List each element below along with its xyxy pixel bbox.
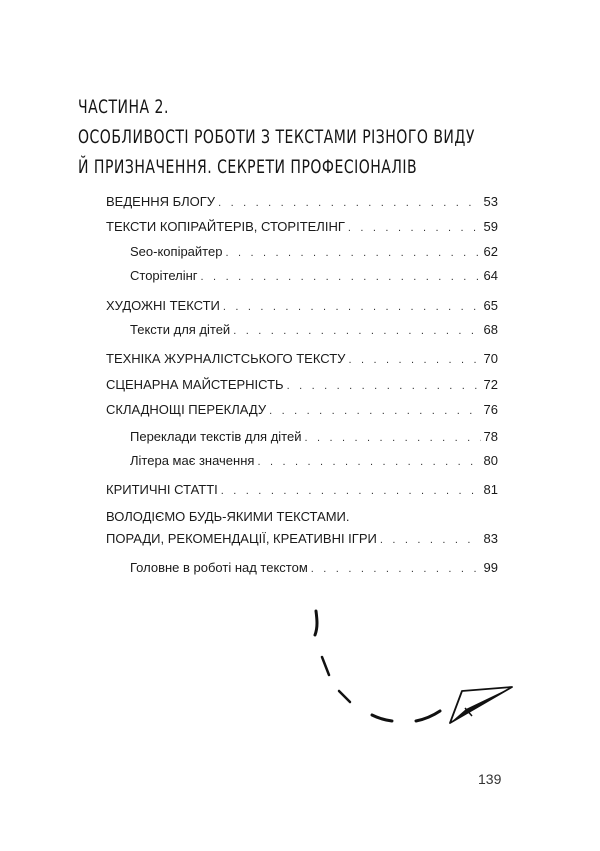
toc-entry-title: ТЕХНІКА ЖУРНАЛІСТСЬКОГО ТЕКСТУ xyxy=(106,351,346,366)
toc-entry-title: Сторітелінг xyxy=(130,268,198,283)
dash-stroke xyxy=(372,715,392,721)
dot-leader xyxy=(257,454,480,470)
toc-entry[interactable] xyxy=(106,402,498,419)
dot-leader xyxy=(269,403,480,419)
dot-leader xyxy=(223,299,481,315)
toc-entry-title: Літера має значення xyxy=(130,453,255,468)
toc-entry[interactable] xyxy=(106,298,498,315)
toc-entry[interactable] xyxy=(106,194,498,211)
toc-subentry[interactable] xyxy=(130,453,498,470)
toc-entry-title: СЦЕНАРНА МАЙСТЕРНІСТЬ xyxy=(106,377,284,392)
toc-entry-page: 53 xyxy=(483,194,498,209)
toc-entry-page: 81 xyxy=(483,482,498,497)
toc-entry-page: 83 xyxy=(483,531,498,546)
dot-leader xyxy=(221,483,481,499)
toc-entry[interactable] xyxy=(106,377,498,394)
dot-leader xyxy=(233,323,480,339)
toc-entry-title: ХУДОЖНІ ТЕКСТИ xyxy=(106,298,220,313)
toc-entry[interactable] xyxy=(106,219,498,236)
dot-leader xyxy=(380,532,481,548)
dot-leader xyxy=(311,561,481,577)
toc-entry[interactable] xyxy=(106,482,498,499)
dash-stroke xyxy=(322,657,329,675)
toc-entry-title: ВЕДЕННЯ БЛОГУ xyxy=(106,194,216,209)
toc-entry[interactable] xyxy=(106,531,498,548)
dot-leader xyxy=(348,352,480,368)
toc-entry-page: 72 xyxy=(483,377,498,392)
toc-entry-title: Seo-копірайтер xyxy=(130,244,223,259)
toc-entry-title: КРИТИЧНІ СТАТТІ xyxy=(106,482,218,497)
toc-entry-page: 80 xyxy=(483,453,498,468)
toc-entry-title: СКЛАДНОЩІ ПЕРЕКЛАДУ xyxy=(106,402,267,417)
dot-leader xyxy=(304,430,480,446)
dash-stroke xyxy=(339,691,350,702)
toc-subentry[interactable] xyxy=(130,244,498,261)
dot-leader xyxy=(348,220,481,236)
toc-entry-title: Переклади текстів для дітей xyxy=(130,429,302,444)
toc-entry-title: Головне в роботі над текстом xyxy=(130,560,308,575)
toc-entry-page: 64 xyxy=(483,268,498,283)
dash-stroke xyxy=(416,711,440,721)
toc-entry-page: 99 xyxy=(483,560,498,575)
toc-entry-page: 68 xyxy=(483,322,498,337)
dot-leader xyxy=(225,245,480,261)
toc-subentry[interactable] xyxy=(130,322,498,339)
toc-entry-title: ПОРАДИ, РЕКОМЕНДАЦІЇ, КРЕАТИВНІ ІГРИ xyxy=(106,531,377,546)
page-number: 139 xyxy=(478,771,502,787)
toc-entry-page: 65 xyxy=(483,298,498,313)
dot-leader xyxy=(201,269,481,285)
toc-entry[interactable] xyxy=(106,351,498,368)
toc-subentry[interactable] xyxy=(130,268,498,285)
dot-leader xyxy=(287,378,481,394)
toc-subentry[interactable] xyxy=(130,429,498,446)
toc-entry-page: 70 xyxy=(483,351,498,366)
part-title-line-1: ЧАСТИНА 2. xyxy=(78,96,169,118)
toc-entry-page: 78 xyxy=(483,429,498,444)
part-title-line-3: Й ПРИЗНАЧЕННЯ. СЕКРЕТИ ПРОФЕСІОНАЛІВ xyxy=(78,156,418,178)
toc-entry-title: Тексти для дітей xyxy=(130,322,231,337)
toc-entry-page: 76 xyxy=(483,402,498,417)
toc-entry-page: 62 xyxy=(483,244,498,259)
part-title-line-2: ОСОБЛИВОСТІ РОБОТИ З ТЕКСТАМИ РІЗНОГО ВИДУ xyxy=(78,126,475,148)
dash-stroke xyxy=(315,611,317,635)
dot-leader xyxy=(218,195,480,211)
toc-entry-title-line-1[interactable]: ВОЛОДІЄМО БУДЬ-ЯКИМИ ТЕКСТАМИ. xyxy=(106,509,350,524)
paper-plane-arrow-illustration xyxy=(300,605,520,755)
toc-entry-page: 59 xyxy=(483,219,498,234)
toc-subentry[interactable] xyxy=(130,560,498,577)
toc-entry-title: ТЕКСТИ КОПІРАЙТЕРІВ, СТОРІТЕЛІНГ xyxy=(106,219,345,234)
